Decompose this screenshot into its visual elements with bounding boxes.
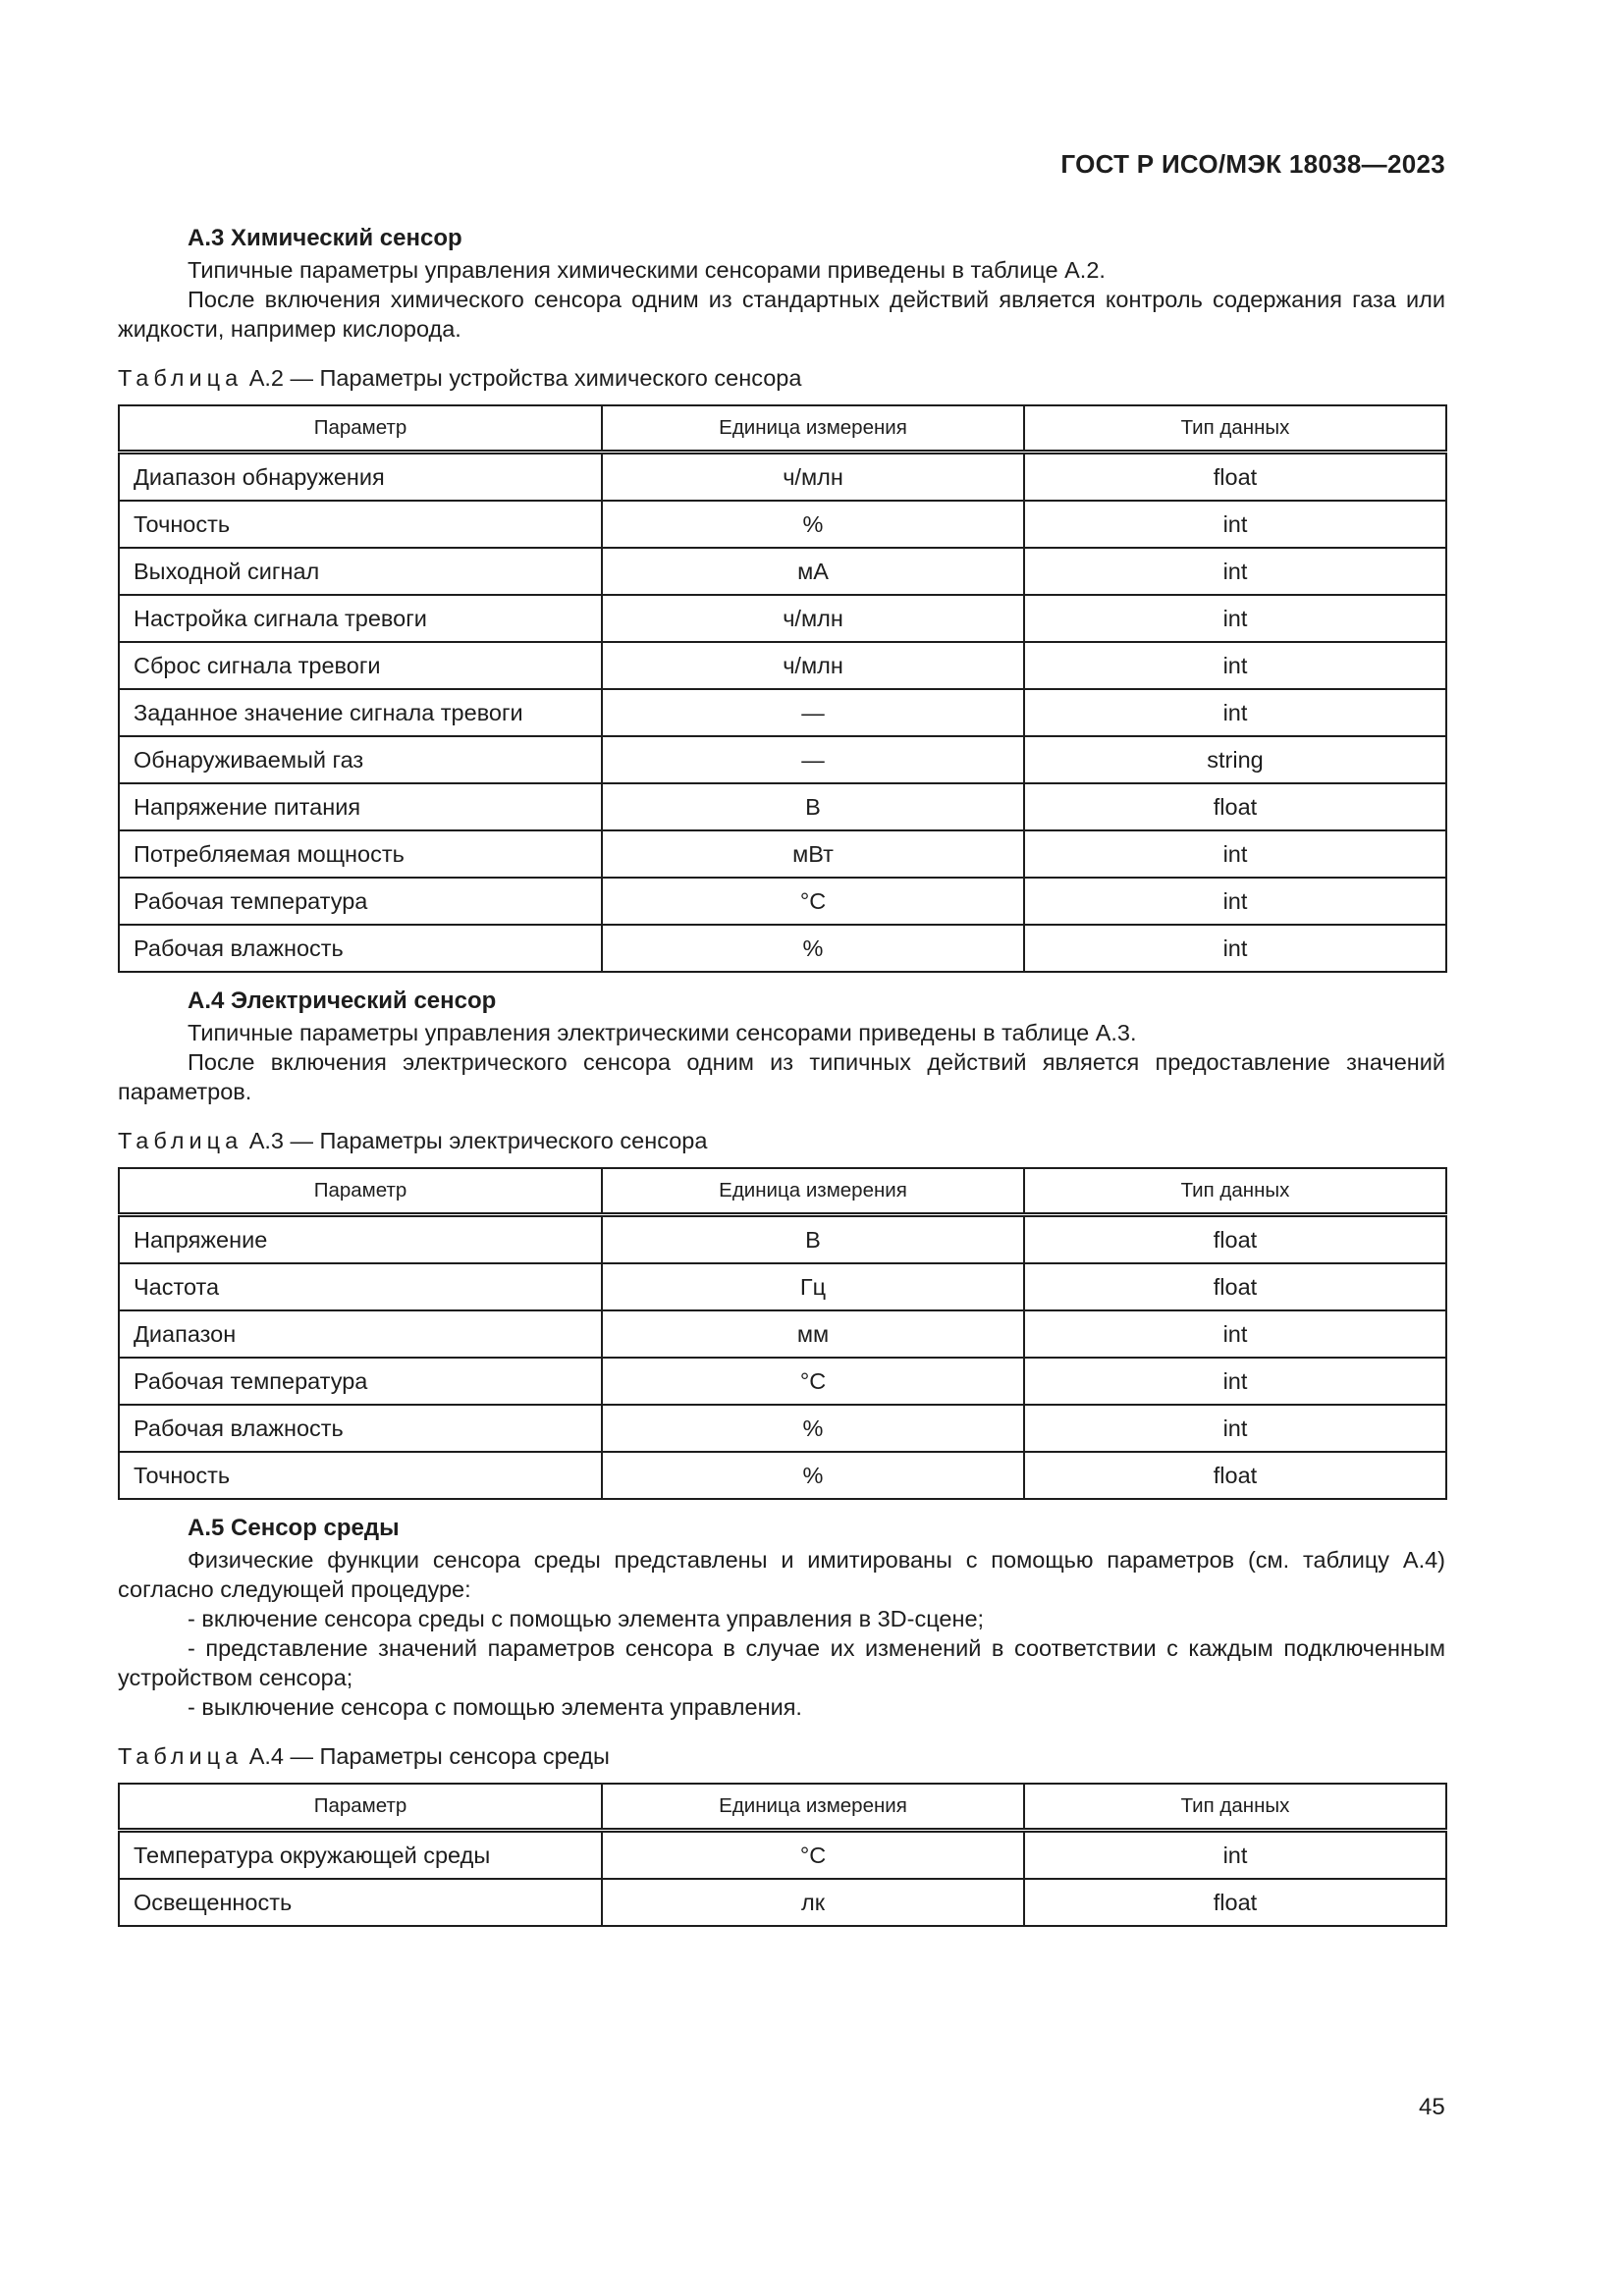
cell-data-type: int (1024, 1310, 1446, 1358)
cell-unit: — (602, 689, 1024, 736)
cell-data-type: int (1024, 925, 1446, 972)
page-content (118, 222, 1445, 1927)
page-number: 45 (1419, 2094, 1445, 2120)
cell-unit: В (602, 783, 1024, 830)
cell-unit: °С (602, 1358, 1024, 1405)
cell-data-type: int (1024, 1405, 1446, 1452)
section-a4-paragraph-2: После включения электрического сенсора одним из типичных действий является предоставление значений параметров. (118, 1049, 1445, 1104)
cell-unit: % (602, 925, 1024, 972)
table-a3-caption (118, 1126, 1445, 1155)
cell-unit: мВт (602, 830, 1024, 878)
table-row (119, 501, 1446, 548)
cell-data-type: float (1024, 453, 1446, 502)
cell-parameter: Диапазон обнаружения (119, 453, 602, 502)
cell-unit: ч/млн (602, 595, 1024, 642)
column-header: Параметр (119, 1784, 602, 1831)
table-a4-caption-text: А.4 — Параметры сенсора среды (248, 1743, 610, 1769)
cell-parameter: Настройка сигнала тревоги (119, 595, 602, 642)
cell-data-type: float (1024, 783, 1446, 830)
table-row (119, 1310, 1446, 1358)
table-row (119, 1358, 1446, 1405)
cell-parameter: Температура окружающей среды (119, 1831, 602, 1880)
table-row (119, 830, 1446, 878)
list-item: - выключение сенсора с помощью элемента управления. (188, 1694, 802, 1720)
table-a3 (118, 1167, 1447, 1500)
cell-data-type: float (1024, 1215, 1446, 1264)
table-row (119, 1452, 1446, 1499)
table-header-row (119, 1168, 1446, 1215)
cell-unit: % (602, 501, 1024, 548)
cell-parameter: Напряжение питания (119, 783, 602, 830)
table-a4 (118, 1783, 1447, 1927)
cell-unit: ч/млн (602, 642, 1024, 689)
cell-parameter: Заданное значение сигнала тревоги (119, 689, 602, 736)
table-row (119, 595, 1446, 642)
table-row (119, 1215, 1446, 1264)
column-header: Единица измерения (602, 405, 1024, 453)
table-a3-caption-label: Таблица (118, 1128, 244, 1153)
cell-data-type: int (1024, 642, 1446, 689)
cell-unit: В (602, 1215, 1024, 1264)
table-a4-caption-label: Таблица (118, 1743, 244, 1769)
section-a5-paragraph-1: Физические функции сенсора среды представлены и имитированы с помощью параметров (см. таблицу А.4) согласно следующей процедуре: (118, 1547, 1445, 1602)
section-a4-heading: А.4 Электрический сенсор (188, 988, 497, 1014)
column-header: Тип данных (1024, 1168, 1446, 1215)
cell-unit: °С (602, 878, 1024, 925)
cell-data-type: float (1024, 1263, 1446, 1310)
cell-unit: мм (602, 1310, 1024, 1358)
cell-data-type: string (1024, 736, 1446, 783)
cell-data-type: int (1024, 548, 1446, 595)
cell-unit: Гц (602, 1263, 1024, 1310)
cell-data-type: int (1024, 830, 1446, 878)
table-row (119, 689, 1446, 736)
table-a2-caption-label: Таблица (118, 365, 244, 391)
column-header: Единица измерения (602, 1168, 1024, 1215)
cell-data-type: int (1024, 1358, 1446, 1405)
table-a3-caption-text: А.3 — Параметры электрического сенсора (248, 1128, 708, 1153)
table-a2 (118, 404, 1447, 973)
cell-data-type: int (1024, 878, 1446, 925)
cell-parameter: Потребляемая мощность (119, 830, 602, 878)
cell-data-type: int (1024, 501, 1446, 548)
section-a3-heading: А.3 Химический сенсор (188, 225, 462, 251)
cell-data-type: int (1024, 1831, 1446, 1880)
cell-unit: — (602, 736, 1024, 783)
cell-data-type: int (1024, 595, 1446, 642)
document-header: ГОСТ Р ИСО/МЭК 18038—2023 (1060, 149, 1445, 179)
table-row (119, 1831, 1446, 1880)
cell-data-type: int (1024, 689, 1446, 736)
list-item: - включение сенсора среды с помощью элемента управления в 3D-сцене; (188, 1606, 985, 1631)
cell-parameter: Освещенность (119, 1879, 602, 1926)
column-header: Параметр (119, 1168, 602, 1215)
column-header: Тип данных (1024, 405, 1446, 453)
cell-parameter: Выходной сигнал (119, 548, 602, 595)
table-row (119, 1405, 1446, 1452)
section-a4-paragraph-1: Типичные параметры управления электрическими сенсорами приведены в таблице А.3. (188, 1020, 1137, 1045)
procedure-list (118, 1604, 1445, 1722)
table-row (119, 548, 1446, 595)
cell-unit: °С (602, 1831, 1024, 1880)
table-row (119, 1263, 1446, 1310)
cell-parameter: Сброс сигнала тревоги (119, 642, 602, 689)
section-a5-heading: А.5 Сенсор среды (188, 1515, 400, 1541)
cell-parameter: Напряжение (119, 1215, 602, 1264)
cell-parameter: Диапазон (119, 1310, 602, 1358)
cell-parameter: Рабочая температура (119, 1358, 602, 1405)
column-header: Тип данных (1024, 1784, 1446, 1831)
cell-parameter: Частота (119, 1263, 602, 1310)
column-header: Параметр (119, 405, 602, 453)
cell-parameter: Рабочая влажность (119, 1405, 602, 1452)
cell-unit: ч/млн (602, 453, 1024, 502)
list-item: - представление значений параметров сенсора в случае их изменений в соответствии с каждым подключенным устройством сенсора; (118, 1635, 1445, 1690)
cell-parameter: Обнаруживаемый газ (119, 736, 602, 783)
table-a2-caption-text: А.2 — Параметры устройства химического сенсора (248, 365, 802, 391)
cell-unit: % (602, 1405, 1024, 1452)
cell-parameter: Точность (119, 501, 602, 548)
cell-data-type: float (1024, 1452, 1446, 1499)
cell-data-type: float (1024, 1879, 1446, 1926)
table-header-row (119, 405, 1446, 453)
table-a2-caption (118, 363, 1445, 393)
section-a3-paragraph-2: После включения химического сенсора одним из стандартных действий является контроль содержания газа или жидкости, например кислорода. (118, 287, 1445, 342)
cell-parameter: Точность (119, 1452, 602, 1499)
table-row (119, 736, 1446, 783)
cell-unit: % (602, 1452, 1024, 1499)
table-row (119, 453, 1446, 502)
cell-unit: мА (602, 548, 1024, 595)
table-a4-caption (118, 1741, 1445, 1771)
table-row (119, 1879, 1446, 1926)
column-header: Единица измерения (602, 1784, 1024, 1831)
cell-unit: лк (602, 1879, 1024, 1926)
cell-parameter: Рабочая влажность (119, 925, 602, 972)
table-row (119, 783, 1446, 830)
section-a3-paragraph-1: Типичные параметры управления химическими сенсорами приведены в таблице А.2. (188, 257, 1106, 283)
cell-parameter: Рабочая температура (119, 878, 602, 925)
table-row (119, 878, 1446, 925)
table-header-row (119, 1784, 1446, 1831)
table-row (119, 642, 1446, 689)
table-row (119, 925, 1446, 972)
